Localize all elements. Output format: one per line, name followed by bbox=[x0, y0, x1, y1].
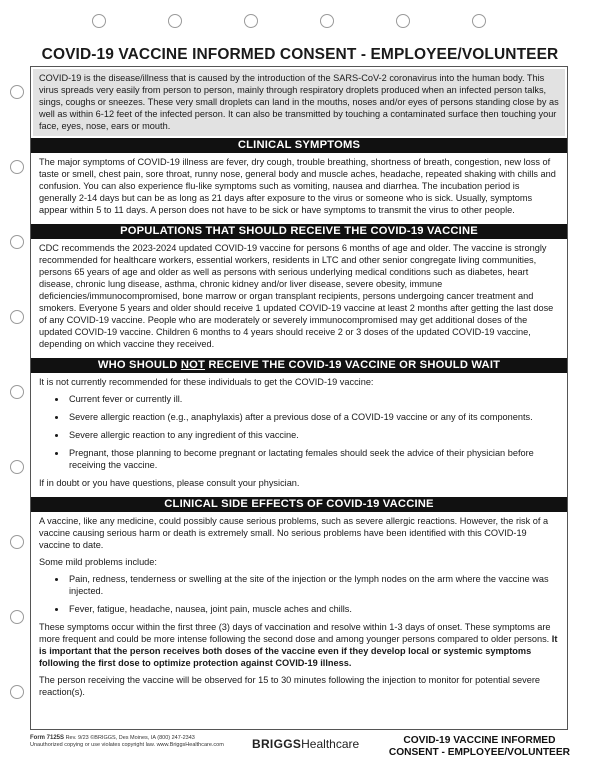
mild-problems-intro: Some mild problems include: bbox=[39, 557, 157, 567]
consent-form-body bbox=[30, 66, 568, 730]
form-number: Form 7125S bbox=[30, 735, 65, 741]
binder-hole bbox=[472, 14, 486, 28]
list-item: • Severe allergic reaction (e.g., anaphylaxis) after a previous dose of a COVID-19 vaccine or any of its components. bbox=[67, 411, 559, 423]
copyright-note: Unauthorized copying or use violates copyright law. www.BriggsHealthcare.com bbox=[30, 741, 224, 748]
clinical-symptoms-text: The major symptoms of COVID-19 illness are fever, dry cough, trouble breathing, shortness of breath, congestion, new loss of taste or smell, chest pain, sore throat, runny nose, general body and muscle aches, headache, repeated shaking with chills and confusion. You can also experience flu-like symptoms such as vomiting, nausea and diarrhea. The incubation period is generally 2-14 days but can be as long as 21 days after exposure to the virus or someone who is sick. Usually, symptoms appear within 5 to 11 days. A person does not have to be sick or have symptoms to transmit the virus to other people. bbox=[39, 157, 556, 215]
footer-title-line: CONSENT - EMPLOYEE/VOLUNTEER bbox=[388, 746, 570, 758]
binder-hole bbox=[320, 14, 334, 28]
section-heading-clinical-symptoms: CLINICAL SYMPTOMS bbox=[31, 138, 567, 153]
binder-hole bbox=[92, 14, 106, 28]
mild-problems-list bbox=[39, 573, 559, 615]
binder-hole bbox=[10, 460, 24, 474]
not-receive-list bbox=[39, 393, 559, 471]
list-item: • Pain, redness, tenderness or swelling at the site of the injection or the lymph nodes on the arm where the vaccine was injected. bbox=[67, 573, 559, 597]
binder-hole bbox=[168, 14, 182, 28]
brand-name: BRIGGS bbox=[252, 737, 302, 751]
footer-title-line: COVID-19 VACCINE INFORMED bbox=[403, 735, 556, 746]
page-footer bbox=[30, 732, 570, 772]
binder-hole bbox=[10, 535, 24, 549]
binder-hole bbox=[10, 610, 24, 624]
intro-paragraph: COVID-19 is the disease/illness that is caused by the introduction of the SARS-CoV-2 coronavirus into the human body. This virus spreads very easily from person to person, mainly through respiratory droplets produced when an infected person talks, sings, coughs or sneezes. These very small droplets can land in the mouths, noses and/or eyes of persons standing close by as well as within 6-12 feet of the infected person. It can also be transmitted by touching a contaminated surface then touching your face, eyes, nose, ears or mouth. bbox=[33, 69, 565, 136]
section-heading-populations: POPULATIONS THAT SHOULD RECEIVE THE COVID-19 VACCINE bbox=[31, 224, 567, 239]
timing-plain-text: These symptoms occur within the first three (3) days of vaccination and resolve within 1-3 days of onset. These symptoms are more frequent and could be more intense following the second dose and among younger persons compared to older persons. bbox=[39, 622, 552, 644]
list-item: • Pregnant, those planning to become pregnant or lactating females should seek the advice of their physician before receiving the vaccine. bbox=[67, 447, 559, 471]
page-title: COVID-19 VACCINE INFORMED CONSENT - EMPLOYEE/VOLUNTEER bbox=[41, 46, 559, 63]
symptom-timing-text bbox=[39, 621, 559, 669]
section-heading-not-receive bbox=[31, 358, 567, 373]
populations-text: CDC recommends the 2023-2024 updated COVID-19 vaccine for persons 6 months of age and older. The vaccine is strongly recommended for healthcare workers, essential workers, residents in LTC and other senior congregate living communities, persons 65 years of age and older as well as persons with serious underlying medical conditions such as diabetes, heart disease, chronic lung disease, asthma, chronic kidney and/or liver disease, severe obesity, immune deficiencies/immunocompromised, bone marrow or organ transplant recipients, persons undergoing cancer treatment and smokers. Everyone 5 years and older should receive 1 updated COVID-19 vaccine at least 2 months after getting the last dose of any COVID-19 vaccine. People who are moderately or severely immunocompromised may get additional doses of the updated COVID-19 vaccine. Children 6 months to 4 years should receive 2 or 3 doses of the updated COVID-19 vaccine, depending on which vaccine they received. bbox=[39, 243, 554, 349]
binder-hole bbox=[10, 310, 24, 324]
footer-form-title bbox=[389, 735, 570, 758]
observation-text: The person receiving the vaccine will be observed for 15 to 30 minutes following the injection to monitor for potential severe reaction(s). bbox=[39, 675, 540, 697]
section-side-effects bbox=[31, 512, 567, 706]
footer-form-info bbox=[30, 735, 224, 748]
revision-info: Rev. 9/23 ©BRIGGS, Des Moines, IA (800) 247-2343 bbox=[65, 735, 195, 741]
binder-hole bbox=[10, 85, 24, 99]
binder-hole bbox=[244, 14, 258, 28]
brand-suffix: Healthcare bbox=[301, 737, 360, 751]
binder-hole bbox=[10, 685, 24, 699]
list-item: • Severe allergic reaction to any ingredient of this vaccine. bbox=[67, 429, 559, 441]
heading-not-emphasis: NOT bbox=[180, 359, 206, 371]
side-effects-risk-text: A vaccine, like any medicine, could possibly cause serious problems, such as severe allergic reactions. However, the risk of a vaccine causing serious harm or death is extremely small. No serious problems have been identified with this COVID-19 vaccine to date. bbox=[39, 516, 549, 550]
briggs-logo bbox=[252, 737, 359, 751]
section-heading-side-effects: CLINICAL SIDE EFFECTS OF COVID-19 VACCINE bbox=[31, 497, 567, 512]
binder-hole bbox=[396, 14, 410, 28]
consult-physician-text: If in doubt or you have questions, please consult your physician. bbox=[39, 478, 300, 488]
list-item: • Fever, fatigue, headache, nausea, joint pain, muscle aches and chills. bbox=[67, 603, 559, 615]
not-receive-intro: It is not currently recommended for these individuals to get the COVID-19 vaccine: bbox=[39, 377, 374, 387]
heading-part: RECEIVE THE COVID-19 VACCINE OR SHOULD WAIT bbox=[205, 359, 501, 371]
section-not-receive bbox=[31, 373, 567, 497]
binder-hole bbox=[10, 160, 24, 174]
binder-hole bbox=[10, 235, 24, 249]
both-doses-warning: It is important that the person receives both doses of the vaccine even if they develop local or systemic symptoms following the first dose to optimize protection against COVID-19 illness. bbox=[39, 634, 558, 668]
list-item: • Current fever or currently ill. bbox=[67, 393, 559, 405]
binder-hole bbox=[10, 385, 24, 399]
section-clinical-symptoms bbox=[31, 153, 567, 224]
section-populations bbox=[31, 239, 567, 358]
heading-part: WHO SHOULD bbox=[97, 359, 181, 371]
